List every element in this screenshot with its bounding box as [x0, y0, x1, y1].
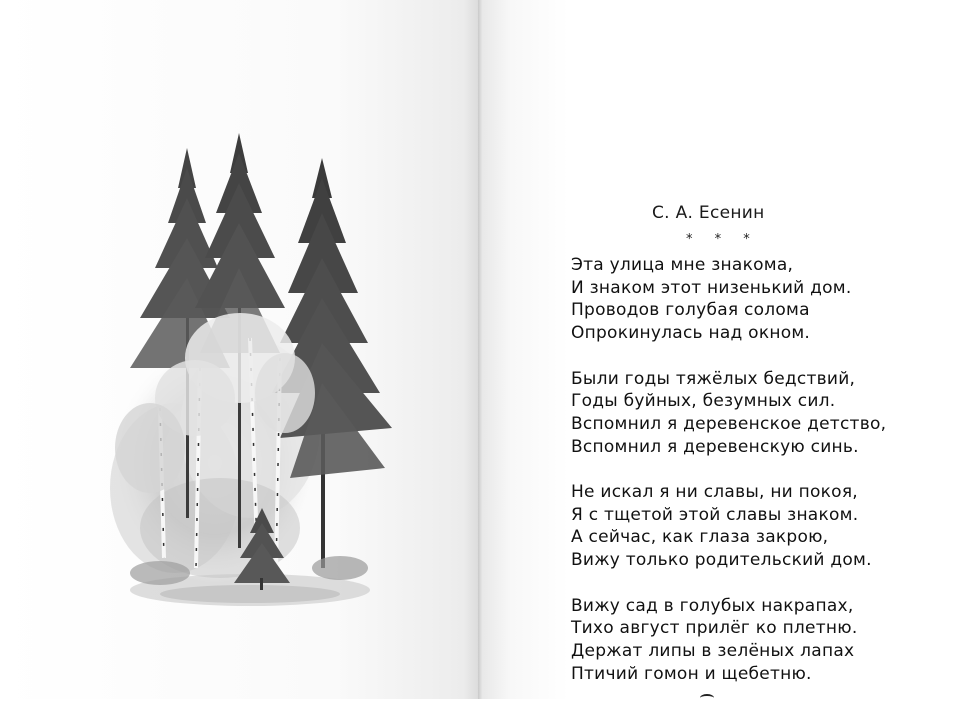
poem-line: А сейчас, как глаза закрою, [571, 527, 829, 548]
poem-line: Не искал я ни славы, ни покоя, [571, 482, 858, 502]
poem-line: Были годы тяжёлых бедствий, [571, 368, 856, 389]
poem-line: Опрокинулась над окном. [571, 323, 811, 344]
poem-line: Держат липы в зелёных лапах [571, 640, 855, 661]
poem-text [571, 254, 951, 708]
poem-line: Я с тщетой этой славы знаком. [571, 504, 859, 525]
poem-line: Вспомнил я деревенское детство, [571, 413, 887, 434]
poem-line: И знаком этот низенький дом. [571, 277, 852, 298]
poem-line: Тихо август прилёг ко плетню. [571, 618, 858, 639]
poem-line: Вижу только родительский дом. [571, 550, 872, 571]
stanza [571, 254, 951, 345]
poem-line: Вижу сад в голубых накрапах, [571, 595, 854, 616]
poem-line: Годы буйных, безумных сил. [571, 391, 836, 412]
poem-line: Проводов голубая солома [571, 300, 810, 321]
stanza [571, 481, 951, 572]
poem-line: Эта улица мне знакома, [571, 255, 794, 275]
poem-author: С. А. Есенин [652, 203, 765, 223]
forest-illustration [100, 128, 400, 608]
poem-separator: * * * [686, 232, 759, 247]
stanza [571, 368, 951, 459]
poem-line: Птичий гомон и щебетню. [571, 663, 812, 684]
poem-line: Вспомнил я деревенскую синь. [571, 436, 859, 457]
cut-off-text [700, 694, 714, 702]
stanza [571, 595, 951, 686]
